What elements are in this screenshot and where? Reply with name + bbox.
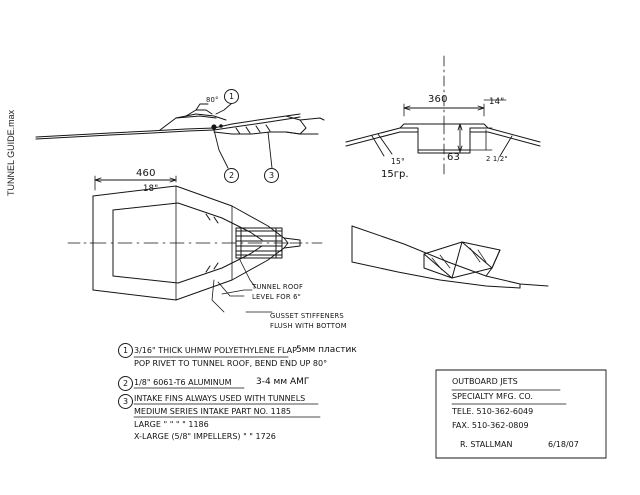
dim-rear-width-in: 14" bbox=[489, 97, 505, 107]
title-block-line-3: TELE. 510-362-6049 bbox=[452, 407, 534, 416]
dim-rear-height-mm: 63 bbox=[447, 152, 461, 163]
note-1-line-1: 3/16" THICK UHMW POLYETHYLENE FLAP bbox=[134, 346, 297, 355]
dim-rear-height-in: 2 1/2" bbox=[486, 155, 508, 163]
title-block-line-4: FAX. 510-362-0809 bbox=[452, 421, 529, 430]
note-2-line-1: 1/8" 6061-T6 ALUMINUM bbox=[134, 378, 232, 387]
note-3-line-1: INTAKE FINS ALWAYS USED WITH TUNNELS bbox=[134, 394, 306, 403]
dim-top-length-in: 18" bbox=[143, 184, 159, 194]
title-block-date: 6/18/07 bbox=[548, 440, 579, 449]
callout-marker-2: 2 bbox=[224, 168, 239, 183]
note-marker-2: 2 bbox=[118, 376, 133, 391]
note-1-line-2: POP RIVET TO TUNNEL ROOF, BEND END UP 80° bbox=[134, 359, 328, 368]
note-2-annotation: 3-4 мм АМГ bbox=[256, 377, 310, 387]
dim-rear-angle-small: 15° bbox=[391, 157, 405, 166]
file-name-label: TUNNEL GUIDE.max bbox=[6, 109, 16, 196]
plan-view bbox=[68, 176, 322, 312]
leader-tunnel-roof: TUNNEL ROOF bbox=[252, 283, 304, 291]
dim-top-length-mm: 460 bbox=[136, 168, 156, 179]
note-marker-3: 3 bbox=[118, 394, 133, 409]
flap-bend-note: 80° bbox=[206, 96, 219, 104]
leader-flush-with-bottom: FLUSH WITH BOTTOM bbox=[270, 322, 347, 330]
leader-gusset-stiffeners: GUSSET STIFFENERS bbox=[270, 312, 344, 320]
title-block-line-2: SPECIALTY MFG. CO. bbox=[452, 392, 533, 401]
note-1-annotation: 5мм пластик bbox=[296, 345, 357, 355]
title-block-signature: R. STALLMAN bbox=[460, 440, 513, 449]
leader-level-for-6: LEVEL FOR 6" bbox=[252, 293, 301, 301]
note-marker-1: 1 bbox=[118, 343, 133, 358]
callout-marker-3: 3 bbox=[264, 168, 279, 183]
note-3-line-2: MEDIUM SERIES INTAKE PART NO. 1185 bbox=[134, 407, 292, 416]
title-block-line-1: OUTBOARD JETS bbox=[452, 377, 518, 386]
note-3-line-4: X-LARGE (5/8" IMPELLERS) " " 1726 bbox=[134, 432, 276, 441]
note-3-line-3: LARGE " " " " 1186 bbox=[134, 420, 209, 429]
rear-section-view bbox=[346, 56, 540, 176]
side-profile-view bbox=[36, 104, 324, 168]
dim-rear-width-mm: 360 bbox=[428, 94, 448, 105]
dim-rear-angle-note: 15гр. bbox=[381, 169, 409, 180]
perspective-hull-view bbox=[352, 226, 548, 288]
callout-marker-1: 1 bbox=[224, 89, 239, 104]
